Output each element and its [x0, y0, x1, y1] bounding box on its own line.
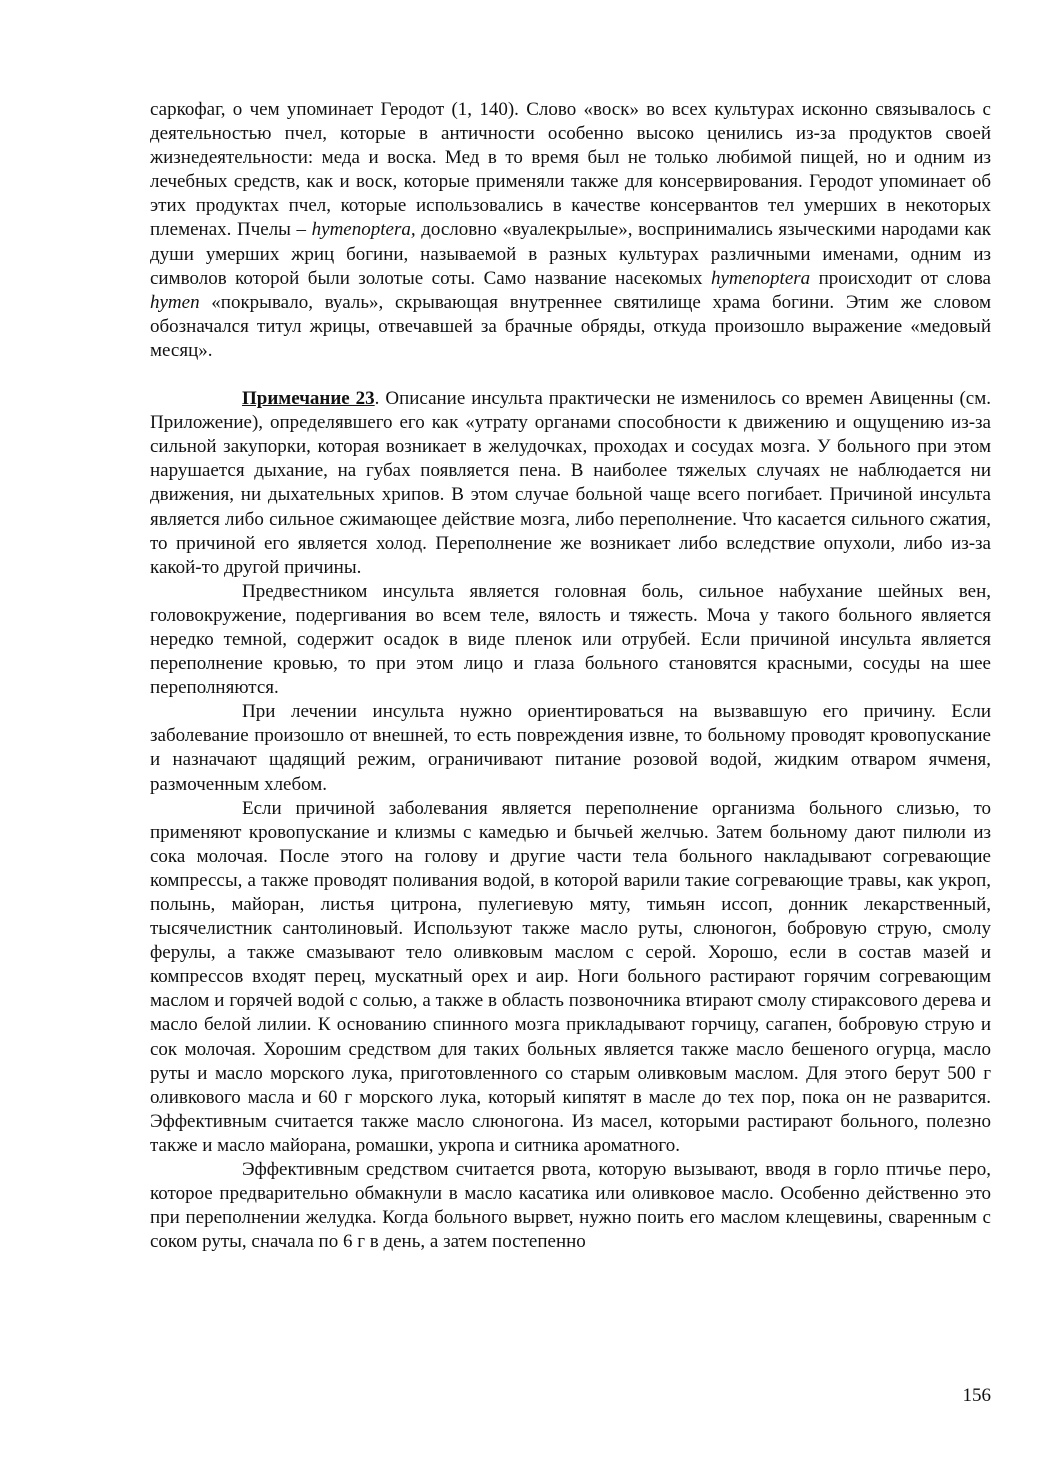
text-run: . Описание инсульта практически не изменилось со времен Авиценны (см. Приложение), определявшего его как «утрату органами способности к движению и ощущению из-за сильной закупорки, которая возникает в желудочках, проходах и сосудах мозга. У больного при этом нарушается дыхание, на губах появляется пена. В наиболее тяжелых случаях не наблюдается ни движения, ни дыхательных хрипов. В этом случае больной чаще всего погибает. Причиной инсульта является либо сильное сжимающее действие мозга, либо переполнение. Что касается сильного сжатия, то причиной его является холод. Переполнение же возникает либо вследствие опухоли, либо из-за какой-то другой причины.: [150, 388, 991, 578]
latin-term: hymenoptera: [710, 267, 811, 289]
text-run: происходит от слова: [810, 267, 991, 289]
latin-term: hymen: [150, 291, 200, 313]
page-number: 156: [962, 1385, 991, 1406]
paragraph-treatment: При лечении инсульта нужно ориентироваться на вызвавшую его причину. Если заболевание произошло от внешней, то есть повреждения извне, то больному проводят кровопускание и назначают щадящий режим, ограничивают питание розовой водой, жидким отваром ячменя, размоченным хлебом.: [150, 701, 991, 795]
paragraph-bees: [150, 98, 991, 363]
paragraph-symptoms: Предвестником инсульта является головная боль, сильное набухание шейных вен, головокружение, подергивания во всем теле, вялость и тяжесть. Моча у такого больного является нередко темной, содержит осадок в виде пленок или отрубей. Если причиной инсульта является переполнение кровью, то при этом лицо и глаза больного становятся красными, сосуды на шее переполняются.: [150, 580, 991, 699]
page-body: [150, 98, 991, 1254]
text-run: дословно «вуалекрылые», воспринимались языческими народами как души умерших жриц богини, называемой в разных культурах различными именами, одним из символов которой были золотые соты. Само название насекомых: [150, 219, 991, 289]
paragraph-vomiting: Эффективным средством считается рвота, которую вызывают, вводя в горло птичье перо, которое предварительно обмакнули в масло касатика или оливковое масло. Особенно действенно это при переполнении желудка. Когда больного вырвет, нужно поить его маслом клещевины, сваренным с соком руты, сначала по 6 г в день, а затем постепенно: [150, 1159, 991, 1253]
text-run: «покрывало, вуаль», скрывающая внутреннее святилище храма богини. Этим же словом обозначался титул жрицы, отвечавшей за брачные обряды, откуда произошло выражение «медовый месяц».: [150, 291, 991, 361]
paragraph-note-23: [150, 387, 991, 580]
note-label: Примечание 23: [242, 388, 375, 410]
latin-term: hymenoptera,: [311, 219, 416, 241]
paragraph-gap: [150, 363, 991, 387]
text-run: саркофаг, о чем упоминает Геродот (1, 140). Слово «воск» во всех культурах исконно связывалось с деятельностью пчел, которые в античности особенно высоко ценились из-за продуктов своей жизнедеятельности: меда и воска. Мед в то время был не только любимой пищей, но и одним из лечебных средств, как и воск, которые применяли также для консервирования. Геродот упоминает об этих продуктах пчел, которые использовались в качестве консервантов тел умерших в некоторых племенах. Пчелы –: [150, 99, 991, 241]
paragraph-mucus-treatment: Если причиной заболевания является переполнение организма больного слизью, то применяют кровопускание и клизмы с камедью и бычьей желчью. Затем больному дают пилюли из сока молочая. После этого на голову и другие части тела больного накладывают согревающие компрессы, а также проводят поливания водой, в которой варили такие согревающие травы, как укроп, полынь, майоран, листья цитрона, пулегиевую мяту, тимьян иссоп, донник лекарственный, тысячелистник сантолиновый. Используют также масло руты, слюногон, бобровую струю, смолу ферулы, а также смазывают тело оливковым маслом с серой. Хорошо, если в состав мазей и компрессов входят перец, мускатный орех и аир. Ноги больного растирают горячим согревающим маслом и горячей водой с солью, а также в область позвоночника втирают смолу стираксового дерева и масло белой лилии. К основанию спинного мозга прикладывают горчицу, сагапен, бобровую струю и сок молочая. Хорошим средством для таких больных является также масло бешеного огурца, масло руты и масло морского лука, приготовленного со старым оливковым маслом. Для этого берут 500 г оливкового масла и 60 г морского лука, который кипятят в масле до тех пор, пока он не разварится. Эффективным считается также масло слюногона. Из масел, которыми растирают больного, полезно также и масло майорана, ромашки, укропа и ситника ароматного.: [150, 797, 991, 1156]
